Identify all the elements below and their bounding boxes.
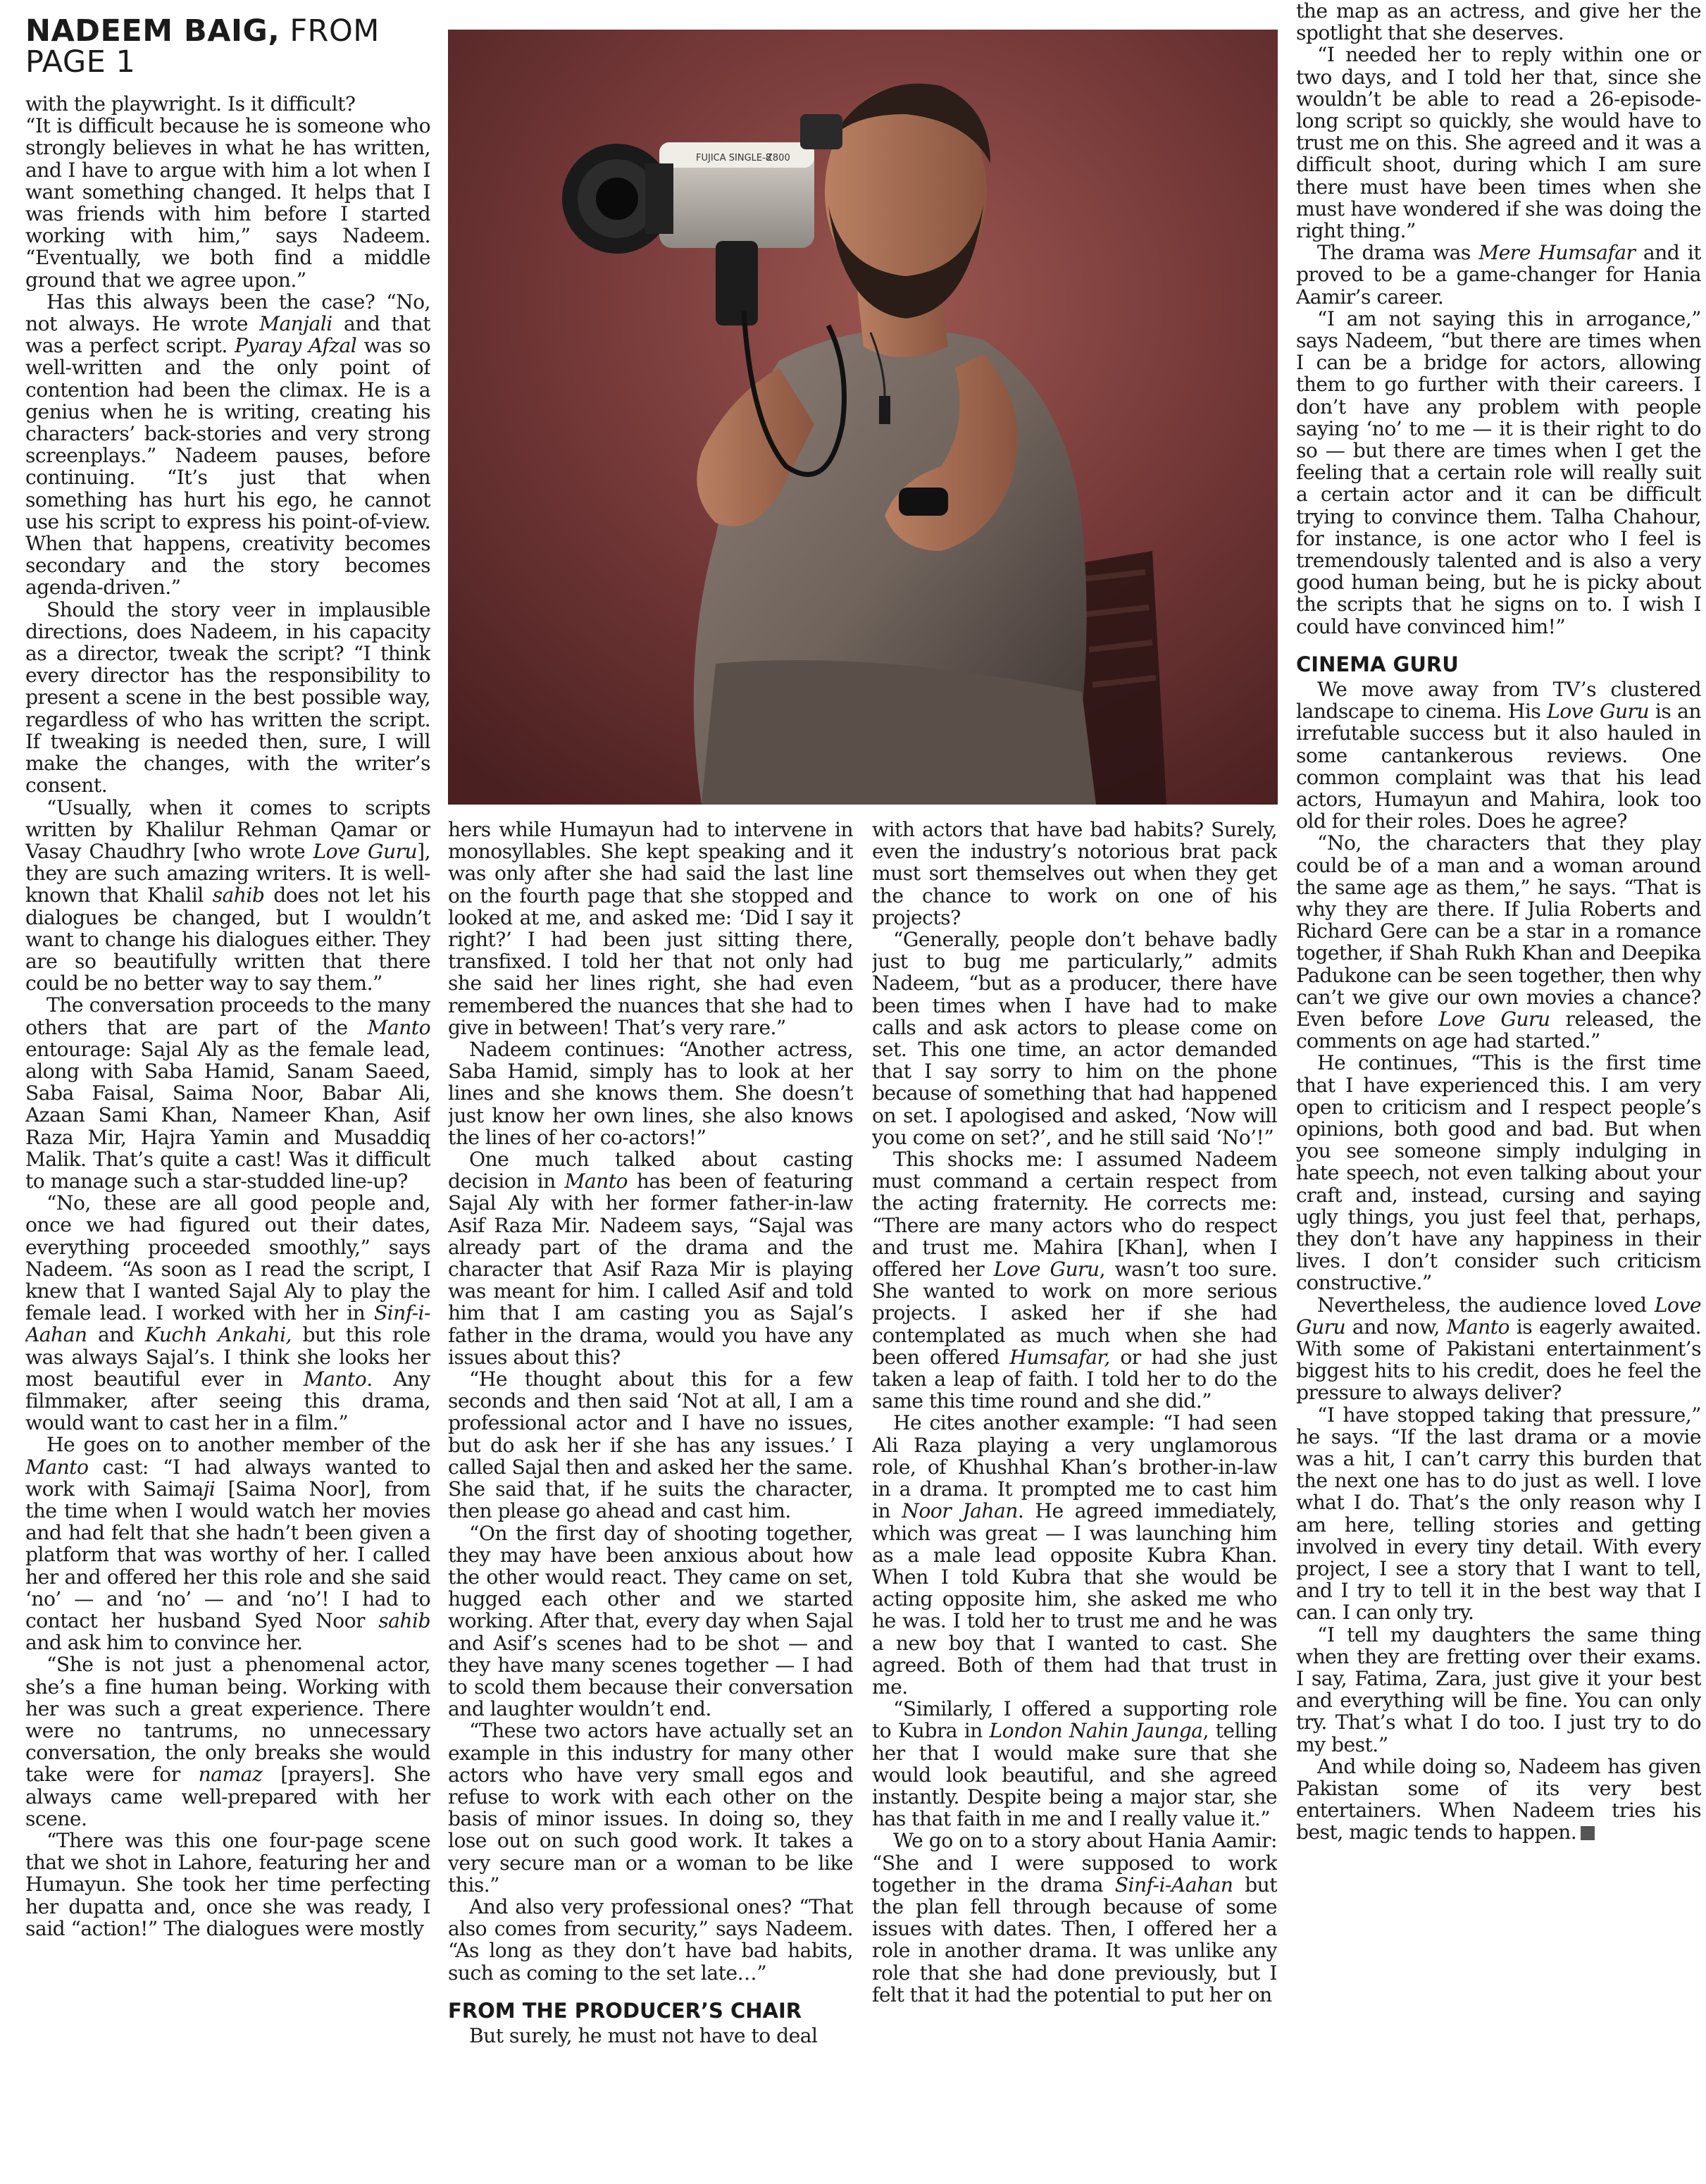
article-paragraph: The conversation proceeds to the many others that are part of the Manto entourage: Sajal Aly as the female lead, along with Saba Hamid, Sanam Saeed, Saba Faisal, Saima Noor, Babar Ali, Azaan Sami Khan, Nameer Khan, Asif Raza Mir, Hajra Yamin and Musaddiq Malik. That’s quite a cast! Was it difficult to manage such a star-studded line-up? [25, 993, 430, 1193]
article-paragraph: He continues, “This is the first time that I have experienced this. I am very open to criticism and I respect people’s opinions, both good and bad. But when you see someone simply indulging in hate speech, not even talking about your craft and, instead, cursing and saying ugly things, you just feel that, perhaps, they don’t have any happiness in their lives. I don’t consider such criticism constructive.” [1296, 1051, 1701, 1295]
article-paragraph: “I am not saying this in arrogance,” says Nadeem, “but there are times when I can be a bridge for actors, allowing them to go further with their careers. I don’t have any problem with people saying ‘no’ to me — it is their right to do so — but there are times when I get the feeling that a certain role will really suit a certain actor and it can be difficult trying to convince them. Talha Chahour, for instance, is one actor who I feel is tremendously talented and is also a very good human being, but he is picky about the scripts that he signs on to. I wish I could have convinced him!” [1296, 306, 1701, 638]
article-paragraph: Nevertheless, the audience loved Love Guru and now, Manto is eagerly awaited. With some of Pakistani entertainment’s biggest hits to his credit, does he feel the pressure to always deliver? [1296, 1293, 1701, 1405]
article-paragraph: “On the first day of shooting together, they may have been anxious about how the other would react. They came on set, hugged each other and we started working. After that, every day when Sajal and Asif’s scenes had to be shot — and they have many scenes together — I had to scold them because their conversation and laughter wouldn’t end. [448, 1521, 853, 1721]
continuation-header [25, 13, 430, 80]
article-paragraph: “I needed her to reply within one or two days, and I told her that, since she wouldn’t be able to read a 26-episode-long script so quickly, she would have to trust me on this. She agreed and it was a difficult shoot, during which I am sure there must have been times when she must have wondered if she was doing the right thing.” [1296, 43, 1701, 243]
portrait-photo [448, 30, 1278, 805]
article-paragraph: “Similarly, I offered a supporting role to Kubra in London Nahin Jaunga, telling her that I would make sure that she would look beautiful, and she agreed instantly. Despite being a major star, she has that faith in me and I really value it.” [872, 1697, 1277, 1831]
article-paragraph: Nadeem continues: “Another actress, Saba Hamid, simply has to look at her lines and she knows them. She doesn’t just know her own lines, she also knows the lines of her co-actors!” [448, 1038, 853, 1149]
article-paragraph: Has this always been the case? “No, not always. He wrote Manjali and that was a perfect script. Pyaray Afzal was so well-written and the only point of contention had been the climax. He is a genius when he is writing, creating his characters’ back-stories and very strong screenplays.” Nadeem pauses, before continuing. “It’s just that when something has hurt his ego, he cannot use his script to express his point-of-view. When that happens, creativity becomes secondary and the story becomes agenda-driven.” [25, 290, 430, 600]
article-paragraph: “No, the characters that they play could be of a man and a woman around the same age as them,” he says. “That is why they are there. If Julia Roberts and Richard Gere can be a star in a romance together, if Shah Rukh Khan and Deepika Padukone can be seen together, then why can’t we give our own movies a chance? Even before Love Guru released, the comments on age had started.” [1296, 831, 1701, 1053]
article-paragraph: with the playwright. Is it difficult? [25, 92, 356, 116]
article-paragraph: He cites another example: “I had seen Ali Raza playing a very unglamorous role, of Khushhal Khan’s brother-in-law in a drama. It prompted me to cast him in Noor Jahan. He agreed immediately, which was great — I was launching him as a male lead opposite Kubra Khan. When I told Kubra that she would be acting opposite him, she asked me who he was. I told her to trust me and he was a new boy that I wanted to cast. She agreed. Both of them had that trust in me. [872, 1411, 1277, 1699]
article-paragraph: “It is difficult because he is someone who strongly believes in what he has written, and I have to argue with him a lot when I want something changed. It helps that I was friends with him before I started working with him,” says Nadeem. “Eventually, we both find a middle ground that we agree upon.” [25, 114, 430, 292]
article-paragraph: This shocks me: I assumed Nadeem must command a certain respect from the acting fraternity. He corrects me: “There are many actors who do respect and trust me. Mahira [Khan], when I offered her Love Guru, wasn’t too sure. She wanted to work on more serious projects. I asked her if she had contemplated as much when she had been offered Humsafar, or had she just taken a leap of faith. I told her to do the same this time round and she did.” [872, 1148, 1277, 1413]
article-paragraph: Should the story veer in implausible directions, does Nadeem, in his capacity as a director, tweak the script? “I think every director has the responsibility to present a scene in the best possible way, regardless of who has written the script. If tweaking is needed then, sure, I will make the changes, with the writer’s consent. [25, 597, 430, 798]
article-paragraph: “Usually, when it comes to scripts written by Khalilur Rehman Qamar or Vasay Chaudhry [who wrote Love Guru], they are such amazing writers. It is well-known that Khalil sahib does not let his dialogues be changed, but I wouldn’t want to change his dialogues either. They are so beautifully written that there could be no better way to say them.” [25, 795, 430, 995]
article-column-2 [448, 819, 853, 2184]
header-continued: FROM PAGE 1 [25, 13, 380, 80]
article-paragraph: “These two actors have actually set an example in this industry for many other actors who have very small egos and refuse to work with each other on the basis of minor issues. In doing so, they lose out on such good work. It takes a very secure man or a woman to be like this.” [448, 1719, 853, 1897]
article-paragraph: the map as an actress, and give her the spotlight that she deserves. [1296, 0, 1701, 45]
camera-model: Z800 [766, 153, 790, 163]
article-paragraph: And while doing so, Nadeem has given Pakistan some of its very best entertainers. When Nadeem tries his best, magic tends to happen. [1296, 1754, 1701, 1844]
article-paragraph: “I have stopped taking that pressure,” he says. “If the last drama or a movie was a hit, I can’t carry this burden that the next one has to do just as well. I love what I do. That’s the only reason why I am here, telling stories and getting involved in every tiny detail. With every project, I see a story that I want to tell, and I try to tell it in the best way that I can. I can only try. [1296, 1403, 1701, 1625]
portrait-illustration [448, 30, 1278, 805]
article-column-1 [25, 0, 430, 2184]
article-paragraph: “She is not just a phenomenal actor, she’s a fine human being. Working with her was such a great experience. There were no tantrums, no unnecessary conversation, the only breaks she would take were for namaz [prayers]. She always came well-prepared with her scene. [25, 1653, 430, 1830]
article-paragraph: hers while Humayun had to intervene in monosyllables. She kept speaking and it was only after she had said the last line on the fourth page that she stopped and looked at me, and asked me: ‘Did I say it right?’ I had been just sitting there, transfixed. I told her that not only had she said her lines right, she had even remembered the nuances that she had to give in between! That’s very rare.” [448, 819, 853, 1039]
article-paragraph: And also very professional ones? “That also comes from security,” says Nadeem. “As long as they don’t have bad habits, such as coming to the set late…” [448, 1894, 853, 1985]
article-paragraph: “Generally, people don’t behave badly just to bug me particularly,” admits Nadeem, “but as a producer, there have been times when I have had to make calls and ask actors to please come on set. This one time, an actor demanded that I say sorry to him on the phone because of something that had happened on set. I apologised and asked, ‘Now will you come on set?’, and he still said ‘No’!” [872, 928, 1277, 1149]
article-paragraph: We move away from TV’s clustered landscape to cinema. His Love Guru is an irrefutable success but it also hauled in some cantankerous reviews. One common complaint was that his lead actors, Humayun and Mahira, look too old for their roles. Does he agree? [1296, 677, 1701, 833]
article-paragraph: We go on to a story about Hania Aamir: “She and I were supposed to work together in the drama Sinf-i-Aahan but the plan fell through because of some issues with dates. Then, I offered her a role in another drama. It was unlike any role that she had done previously, but I felt that it had the potential to put her on [872, 1829, 1277, 2006]
article-paragraph: “He thought about this for a few seconds and then said ‘Not at all, I am a professional actor and I have no issues, but do ask her if she has any issues.’ I called Sajal then and asked her the same. She said that, if he suits the character, then please go ahead and cast him. [448, 1367, 853, 1523]
header-name: NADEEM BAIG, [25, 13, 280, 49]
camera-label: FUJICA SINGLE-8 [696, 153, 772, 163]
section-subheading: FROM THE PRODUCER’S CHAIR [448, 1998, 802, 2023]
article-column-3 [872, 819, 1277, 2184]
section-subheading: CINEMA GURU [1296, 652, 1459, 676]
end-of-article-mark [1581, 1826, 1595, 1840]
article-paragraph: “No, these are all good people and, once we had figured out their dates, everything proceeded smoothly,” says Nadeem. “As soon as I read the script, I knew that I wanted Sajal Aly to play the female lead. I worked with her in Sinf-i-Aahan and Kuchh Ankahi, but this role was always Sajal’s. I think she looks her most beautiful ever in Manto. Any filmmaker, after seeing this drama, would want to cast her in a film.” [25, 1191, 430, 1435]
article-paragraph: The drama was Mere Humsafar and it proved to be a game-changer for Hania Aamir’s career. [1296, 241, 1701, 309]
article-paragraph: “I tell my daughters the same thing when they are fretting over their exams. I say, Fatima, Zara, just give it your best and everything will be fine. You can only try. That’s what I do too. I just try to do my best.” [1296, 1623, 1701, 1756]
article-paragraph: with actors that have bad habits? Surely, even the industry’s notorious brat pack must sort themselves out when they get the chance to work on one of his projects? [872, 819, 1277, 929]
article-paragraph: “There was this one four-page scene that we shot in Lahore, featuring her and Humayun. She took her time perfecting her dupatta and, once she was ready, I said “action!” The dialogues were mostly [25, 1829, 430, 1940]
article-paragraph: But surely, he must not have to deal [469, 2023, 818, 2047]
article-paragraph: One much talked about casting decision in Manto has been of featuring Sajal Aly with her former father-in-law Asif Raza Mir. Nadeem says, “Sajal was already part of the drama and the character that Asif Raza Mir is playing was meant for him. I called Asif and told him that I am casting you as Sajal’s father in the drama, would you have any issues about this? [448, 1148, 853, 1369]
article-column-4 [1296, 0, 1701, 2184]
article-paragraph: He goes on to another member of the Manto cast: “I had always wanted to work with Saimaji [Saima Noor], from the time when I would watch her movies and had felt that she hadn’t been given a platform that was worthy of her. I called her and offered her this role and she said ‘no’ — and ‘no’ — and ‘no’! I had to contact her husband Syed Noor sahib and ask him to convince her. [25, 1433, 430, 1655]
